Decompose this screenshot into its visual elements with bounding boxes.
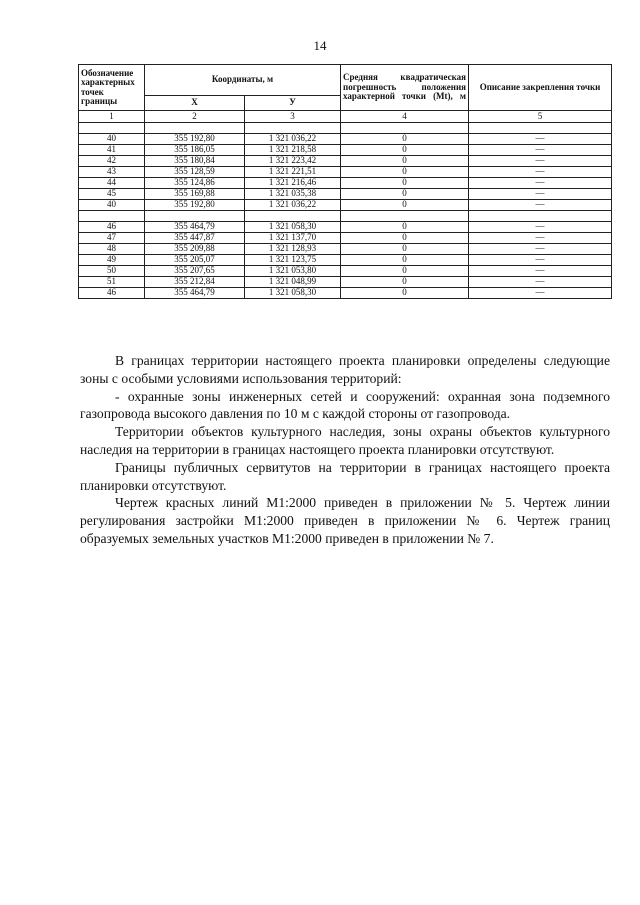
table-cell: 0 [341, 178, 469, 189]
table-cell: 1 321 216,46 [245, 178, 341, 189]
header-x: X [145, 96, 245, 111]
table-cell: — [469, 200, 612, 211]
paragraph: - охранные зоны инженерных сетей и сооружений: охранная зона подземного газопровода высокого давления по 10 м с каждой стороны от газопровода. [80, 388, 610, 422]
table-cell: 355 128,59 [145, 167, 245, 178]
table-cell: 47 [79, 233, 145, 244]
header-coordinates: Координаты, м [145, 65, 341, 96]
table-cell: 40 [79, 200, 145, 211]
table-row [79, 167, 612, 178]
table-row [79, 233, 612, 244]
column-number: 4 [341, 111, 469, 123]
paragraph: Границы публичных сервитутов на территории в границах настоящего проекта планировки отсутствуют. [80, 459, 610, 493]
table-cell: 44 [79, 178, 145, 189]
table-cell: 49 [79, 255, 145, 266]
table-cell: 48 [79, 244, 145, 255]
table-cell: 1 321 048,99 [245, 277, 341, 288]
table-cell: 50 [79, 266, 145, 277]
header-y: У [245, 96, 341, 111]
header-error: Средняя квадратическая погрешность положения характерной точки (Mt), м [341, 65, 469, 111]
table-cell: 355 180,84 [145, 156, 245, 167]
table-cell: — [469, 156, 612, 167]
table-cell: 0 [341, 167, 469, 178]
table-cell: 40 [79, 134, 145, 145]
table-cell: 0 [341, 134, 469, 145]
table-cell: 0 [341, 145, 469, 156]
table-cell: — [469, 189, 612, 200]
table-group-2 [79, 222, 612, 299]
table-cell: 355 464,79 [145, 222, 245, 233]
table-row [79, 244, 612, 255]
table-cell: — [469, 134, 612, 145]
table-cell: — [469, 222, 612, 233]
table-cell: — [469, 255, 612, 266]
table-cell: — [469, 266, 612, 277]
table-cell: 1 321 036,22 [245, 134, 341, 145]
table-cell: 355 192,80 [145, 134, 245, 145]
table-cell: 42 [79, 156, 145, 167]
column-number: 2 [145, 111, 245, 123]
table-cell: 355 212,84 [145, 277, 245, 288]
table-cell: 43 [79, 167, 145, 178]
table-cell: 1 321 058,30 [245, 222, 341, 233]
header-designation: Обозначение характерных точек границы [79, 65, 145, 111]
table-cell: 355 186,05 [145, 145, 245, 156]
table-row [79, 222, 612, 233]
table-cell: 0 [341, 189, 469, 200]
table-cell: — [469, 233, 612, 244]
table-cell: 1 321 123,75 [245, 255, 341, 266]
table-row [79, 288, 612, 299]
body-text [80, 352, 610, 548]
table-cell: 0 [341, 244, 469, 255]
table-cell: 1 321 035,38 [245, 189, 341, 200]
table-cell: 1 321 221,51 [245, 167, 341, 178]
table-cell: 355 205,07 [145, 255, 245, 266]
table-cell: 355 207,65 [145, 266, 245, 277]
table-row [79, 277, 612, 288]
table-cell: 355 169,88 [145, 189, 245, 200]
table-cell: 45 [79, 189, 145, 200]
table-cell: 0 [341, 266, 469, 277]
table-row [79, 189, 612, 200]
table-cell: 1 321 218,58 [245, 145, 341, 156]
table-cell: — [469, 167, 612, 178]
table-cell: — [469, 145, 612, 156]
table-cell: 1 321 128,93 [245, 244, 341, 255]
table-cell: 355 464,79 [145, 288, 245, 299]
table-cell: 355 124,86 [145, 178, 245, 189]
table-cell: 0 [341, 255, 469, 266]
table-cell: 41 [79, 145, 145, 156]
table-row [79, 255, 612, 266]
table-cell: 0 [341, 200, 469, 211]
table-cell: 1 321 036,22 [245, 200, 341, 211]
table-cell: 1 321 053,80 [245, 266, 341, 277]
table-cell: — [469, 178, 612, 189]
table-cell: 0 [341, 288, 469, 299]
table-cell: — [469, 244, 612, 255]
header-description: Описание закрепления точки [469, 65, 612, 111]
column-number-row [79, 111, 612, 123]
table-cell: 0 [341, 277, 469, 288]
table-cell: 1 321 137,70 [245, 233, 341, 244]
table-cell: 46 [79, 288, 145, 299]
page-number: 14 [313, 38, 327, 53]
column-number: 3 [245, 111, 341, 123]
column-number: 1 [79, 111, 145, 123]
table-cell: — [469, 277, 612, 288]
paragraph: Чертеж красных линий М1:2000 приведен в приложении № 5. Чертеж линии регулирования застройки М1:2000 приведен в приложении № 6. Чертеж границ образуемых земельных участков М1:2000 приведен в приложении № 7. [80, 495, 610, 546]
table-cell: 355 209,88 [145, 244, 245, 255]
table-row [79, 178, 612, 189]
table-blank-row [79, 123, 612, 134]
coordinates-table [78, 64, 612, 299]
table-cell: — [469, 288, 612, 299]
table-row [79, 266, 612, 277]
table-row [79, 200, 612, 211]
paragraph: В границах территории настоящего проекта планировки определены следующие зоны с особыми условиями использования территорий: [80, 353, 610, 386]
table-row [79, 145, 612, 156]
table-cell: 355 447,87 [145, 233, 245, 244]
table-row [79, 156, 612, 167]
table-cell: 51 [79, 277, 145, 288]
table-group-1 [79, 134, 612, 211]
table-cell: 0 [341, 156, 469, 167]
table-cell: 46 [79, 222, 145, 233]
table-blank-row [79, 211, 612, 222]
table-cell: 1 321 058,30 [245, 288, 341, 299]
paragraph: Территории объектов культурного наследия, зоны охраны объектов культурного наследия на территории в границах настоящего проекта планировки отсутствуют. [80, 424, 610, 457]
table-cell: 355 192,80 [145, 200, 245, 211]
column-number: 5 [469, 111, 612, 123]
table-row [79, 134, 612, 145]
table-cell: 0 [341, 222, 469, 233]
table-cell: 1 321 223,42 [245, 156, 341, 167]
table-cell: 0 [341, 233, 469, 244]
